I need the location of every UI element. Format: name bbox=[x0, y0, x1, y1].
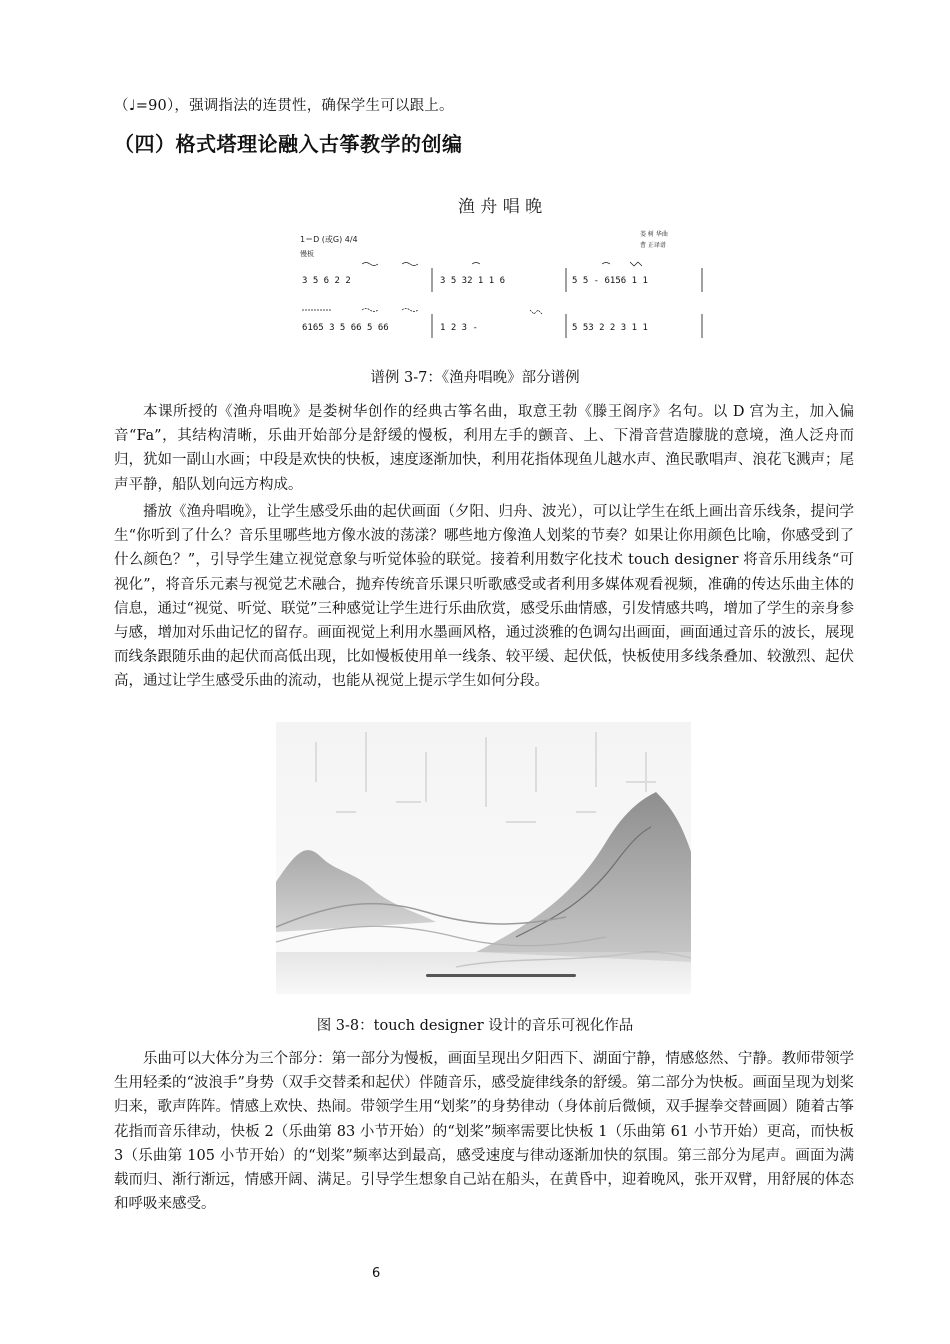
figure-caption: 图 3-8：touch designer 设计的音乐可视化作品 bbox=[316, 1018, 634, 1034]
score-row-1 bbox=[302, 262, 702, 292]
paragraph-3: 乐曲可以大体分为三个部分：第一部分为慢板，画面呈现出夕阳西下、湖面宁静，情感悠然、宁静。教师带领学生用轻柔的“波浪手”身势（双手交替柔和起伏）伴随音乐，感受旋律线条的舒缓。第二部分为快板。画面呈现为划桨归来，歌声阵阵。情感上欢快、热闹。带领学生用“划桨”的身势律动（身体前后微倾，双手握拳交替画圆）随着古筝花指而音乐律动，快板 2（乐曲第 83 小节开始）的“划桨”频率需要比快板 1（乐曲第 61 小节开始）更高，而快板 3（乐曲第 105 小节开始）的“划桨”频率达到最高，感受速度与律动逐渐加快的氛围。第三部分为尾声。画面为满载而归、渐行渐远，情感开阔、满足。引导学生想象自己站在船头，在黄昏中，迎着晚风，张开双臂，用舒展的体态和呼吸来感受。 bbox=[114, 1051, 854, 1213]
score-title: 渔 舟 唱 晚 bbox=[457, 197, 543, 217]
row2-measure-1: 6165 3 5 66 5 66 bbox=[302, 323, 389, 333]
section-heading: （四）格式塔理论融入古筝教学的创编 bbox=[114, 132, 463, 156]
score-row-2 bbox=[302, 309, 702, 339]
page-number: 6 bbox=[372, 1266, 381, 1281]
ink-wash-visualization-image bbox=[276, 722, 691, 994]
score-composer: 娄 树 华曲 bbox=[640, 231, 668, 238]
row1-measure-3: 5 5 - 6156 1 1 bbox=[572, 276, 648, 286]
paragraph-1: 本课所授的《渔舟唱晚》是娄树华创作的经典古筝名曲，取意王勃《滕王阁序》名句。以 D 宫为主，加入偏音“Fa”，其结构清晰，乐曲开始部分是舒缓的慢板，利用左手的颤音、上、下滑音营造朦胧的意境，渔人泛舟而归，犹如一副山水画；中段是欢快的快板，速度逐渐加快，利用花指体现鱼儿越水声、渔民歌唱声、浪花飞溅声；尾声平静，船队划向远方构成。 bbox=[114, 404, 854, 493]
score-arranger: 曹 正译谱 bbox=[640, 242, 666, 249]
row1-measure-1: 3 5 6 2 2 bbox=[302, 276, 351, 286]
continuation-line: （♩=90），强调指法的连贯性，确保学生可以跟上。 bbox=[114, 98, 454, 114]
row2-measure-3: 5 53 2 2 3 1 1 bbox=[572, 323, 648, 333]
score-caption: 谱例 3-7：《渔舟唱晚》部分谱例 bbox=[370, 370, 580, 386]
paragraph-2: 播放《渔舟唱晚》，让学生感受乐曲的起伏画面（夕阳、归舟、波光），可以让学生在纸上画出音乐线条，提问学生“你听到了什么？音乐里哪些地方像水波的荡漾？哪些地方像渔人划桨的节奏？如果让你用颜色比喻，你感受到了什么颜色？”，引导学生建立视觉意象与听觉体验的联觉。接着利用数字化技术 touch designer 将音乐用线条“可视化”，将音乐元素与视觉艺术融合，抛弃传统音乐课只听歌感受或者利用多媒体观看视频，准确的传达乐曲主体的信息，通过“视觉、听觉、联觉”三种感觉让学生进行乐曲欣赏，感受乐曲情感，引发情感共鸣，增加了学生的亲身参与感，增加对乐曲记忆的留存。画面视觉上利用水墨画风格，通过淡雅的色调勾出画面，画面通过音乐的波长，展现而线条跟随乐曲的起伏而高低出现，比如慢板使用单一线条、较平缓、起伏低，快板使用多线条叠加、较激烈、起伏高，通过让学生感受乐曲的流动，也能从视觉上提示学生如何分段。 bbox=[114, 504, 854, 690]
score-key: 1＝D (或G) 4/4 bbox=[300, 235, 358, 244]
score-tempo: 慢板 bbox=[300, 250, 314, 258]
row1-measure-2: 3 5 32 1 1 6 bbox=[440, 276, 506, 286]
music-score bbox=[290, 180, 710, 350]
row2-measure-2: 1 2 3 - bbox=[440, 323, 478, 333]
